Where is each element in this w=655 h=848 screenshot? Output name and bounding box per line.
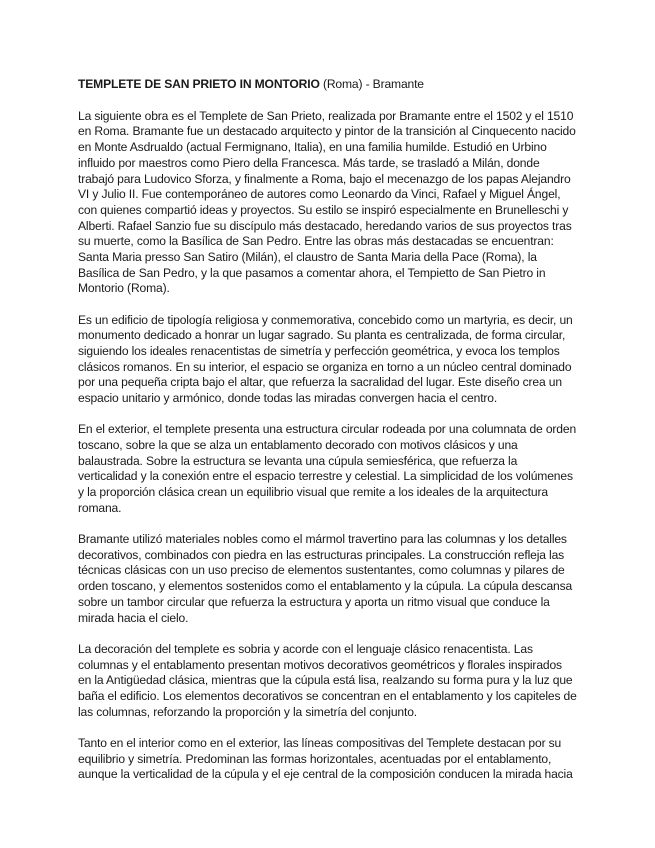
paragraph-materials: Bramante utilizó materiales nobles como el mármol travertino para las columnas y los detalles decorativos, combinados con piedra en las estructuras principales. La construcción refleja las técnicas clásicas con un uso preciso de elementos sustentantes, como columnas y pilares de orden toscano, y elementos sostenidos como el entablamento y la cúpula. La cúpula descansa sobre un tambor circular que refuerza la estructura y aporta un ritmo visual que conduce la mirada hacia el cielo. [78, 532, 573, 625]
document-body [78, 77, 578, 798]
paragraph-composition: Tanto en el interior como en el exterior, las líneas compositivas del Templete destacan por su equilibrio y simetría. Predominan las formas horizontales, acentuadas por el entablamento, aunque la verticalidad de la cúpula y el eje central de la composición conducen la mirada hacia [78, 735, 573, 782]
paragraph-typology: Es un edificio de tipología religiosa y conmemorativa, concebido como un martyria, es decir, un monumento dedicado a honrar un lugar sagrado. Su planta es centralizada, de forma circular, siguiendo los ideales renacentistas de simetría y perfección geométrica, y evoca los templos clásicos romanos. En su interior, el espacio se organiza en torno a un núcleo central dominado por una pequeña cripta bajo el altar, que refuerza la sacralidad del lugar. Este diseño crea un espacio unitario y armónico, donde todas las miradas convergen hacia el centro. [78, 312, 573, 406]
paragraph-decoration: La decoración del templete es sobria y acorde con el lenguaje clásico renacentista. Las columnas y el entablamento presentan motivos decorativos geométricos y florales inspirados en la Antigüedad clásica, mientras que la cúpula está lisa, realzando su forma pura y la luz que baña el edificio. Los elementos decorativos se concentran en el entablamento y los capiteles de las columnas, reforzando la proporción y la simetría del conjunto. [78, 641, 577, 719]
paragraph-intro: La siguiente obra es el Templete de San Prieto, realizada por Bramante entre el 1502 y el 1510 en Roma. Bramante fue un destacado arquitecto y pintor de la transición al Cinquecento nacido en Monte Asdrualdo (actual Fermignano, Italia), en una familia humilde. Estudió en Urbino influido por maestros como Piero della Francesca. Más tarde, se trasladó a Milán, donde trabajó para Ludovico Sforza, y finalmente a Roma, bajo el mecenazgo de los papas Alejandro VI y Julio II. Fue contemporáneo de autores como Leonardo da Vinci, Rafael y Miguel Ángel, con quienes compartió ideas y proyectos. Su estilo se inspiró especialmente en Brunelleschi y Alberti. Rafael Sanzio fue su discípulo más destacado, heredando varios de sus proyectos tras su muerte, como la Basílica de San Pedro. Entre las obras más destacadas se encuentran: Santa Maria presso San Satiro (Milán), el claustro de Santa Maria della Pace (Roma), la Basílica de San Pedro, y la que pasamos a comentar ahora, el Tempietto de San Pietro in Montorio (Roma). [78, 108, 576, 296]
title-bold-text: TEMPLETE DE SAN PRIETO IN MONTORIO [78, 77, 320, 91]
title-subtitle-text: (Roma) - Bramante [319, 77, 424, 91]
paragraph-exterior: En el exterior, el templete presenta una estructura circular rodeada por una columnata de orden toscano, sobre la que se alza un entablamento decorado con motivos clásicos y una balaustrada. Sobre la estructura se levanta una cúpula semiesférica, que refuerza la verticalidad y la conexión entre el espacio terrestre y celestial. La simplicidad de los volúmenes y la proporción clásica crean un equilibrio visual que remite a los ideales de la arquitectura romana. [78, 422, 577, 515]
document-title [78, 77, 578, 93]
